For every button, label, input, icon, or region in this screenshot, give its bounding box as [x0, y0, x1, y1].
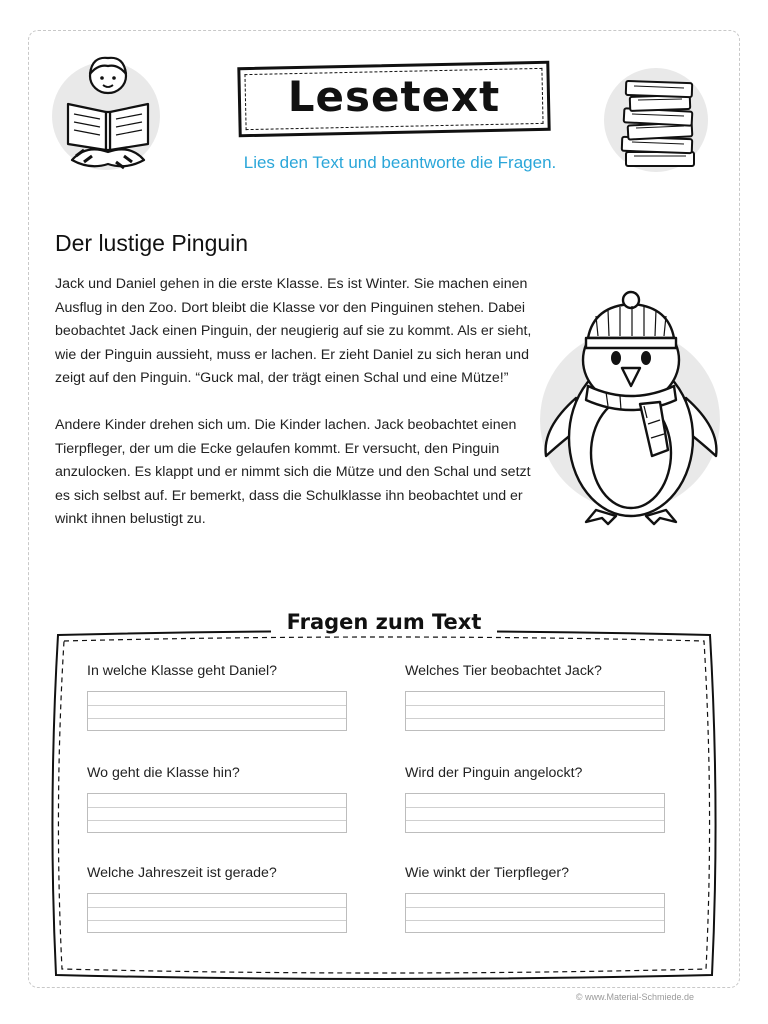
story-heading: Der lustige Pinguin — [55, 230, 249, 256]
penguin-illustration — [536, 288, 726, 528]
title-container — [238, 64, 550, 134]
story-paragraph: Andere Kinder drehen sich um. Die Kinder lachen. Jack beobachtet einen Tierpfleger, der um die Ecke gelaufen kommt. Er versucht, den Pinguin anzulocken. Es klappt und er nimmt sich die Mütze und den Schal und setzt es sich selbst auf. Er bemerkt, dass die Schulklasse ihn beobachtet und er winkt ihnen belustigt zu. — [55, 417, 531, 527]
book-stack-icon — [618, 72, 702, 172]
answer-lines[interactable] — [405, 793, 665, 833]
question-2 — [405, 663, 665, 731]
question-label: In welche Klasse geht Daniel? — [87, 663, 278, 679]
question-label: Wird der Pinguin angelockt? — [405, 765, 583, 781]
question-label: Welche Jahreszeit ist gerade? — [87, 865, 277, 881]
question-6 — [405, 865, 665, 933]
question-label: Wo geht die Klasse hin? — [87, 765, 240, 781]
reading-child-icon — [56, 52, 160, 180]
page-title: Lesetext — [287, 72, 501, 121]
instruction-subtitle: Lies den Text und beantworte die Fragen. — [243, 153, 557, 172]
question-1 — [87, 663, 347, 731]
answer-lines[interactable] — [87, 793, 347, 833]
story-paragraph: Jack und Daniel gehen in die erste Klasse. Es ist Winter. Sie machen einen Ausflug in den Zoo. Dort bleibt die Klasse vor den Pinguinen stehen. Dabei beobachtet Jack einen Pinguin, der neugierig auf sie zu kommt. Als er sieht, wie der Pinguin aussieht, muss er lachen. Er zieht Daniel zu sich heran und zeigt auf den Pinguin. “Guck mal, der trägt einen Schal und eine Mütze!” — [55, 276, 532, 386]
answer-lines[interactable] — [87, 691, 347, 731]
questions-title: Fragen zum Text — [271, 610, 498, 634]
question-4 — [405, 765, 665, 833]
answer-lines[interactable] — [405, 893, 665, 933]
story-text — [55, 273, 535, 555]
question-5 — [87, 865, 347, 933]
question-label: Wie winkt der Tierpfleger? — [405, 865, 570, 881]
answer-lines[interactable] — [405, 691, 665, 731]
question-3 — [87, 765, 347, 833]
questions-title-wrap — [0, 610, 768, 634]
answer-lines[interactable] — [87, 893, 347, 933]
copyright-notice: © www.Material-Schmiede.de — [575, 992, 694, 1002]
question-label: Welches Tier beobachtet Jack? — [405, 663, 602, 679]
